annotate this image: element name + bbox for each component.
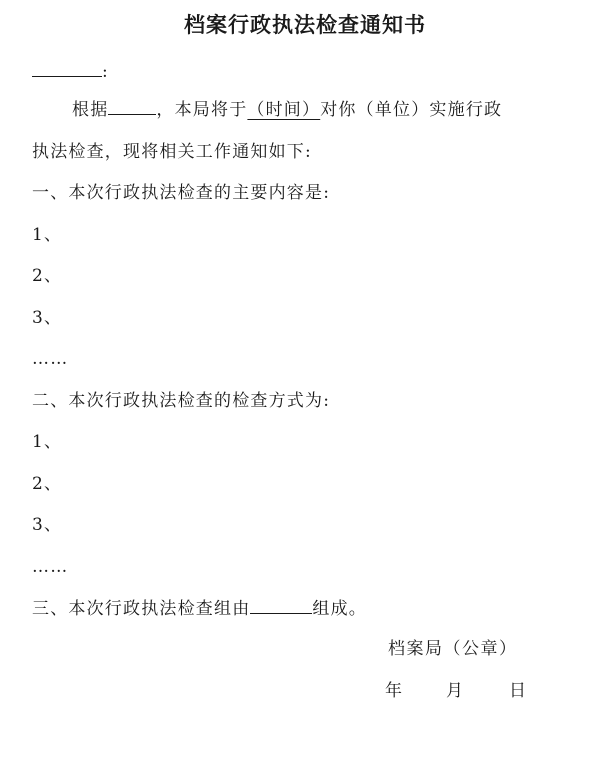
section1-item-2: 2、	[32, 266, 63, 286]
section2-heading: 二、本次行政执法检查的检查方式为:	[32, 391, 331, 411]
section2-item-2: 2、	[32, 474, 63, 494]
date-year-label: 年	[385, 681, 404, 701]
intro-line-2: 执法检查，现将相关工作通知如下:	[32, 142, 312, 162]
section1-ellipsis: ……	[32, 349, 69, 369]
recipient-blank[interactable]	[32, 56, 102, 77]
basis-blank[interactable]	[108, 94, 156, 115]
section1-item-1: 1、	[32, 225, 63, 245]
section2-item-3: 3、	[32, 515, 63, 535]
time-placeholder: （时间）	[247, 100, 321, 120]
document-title: 档案行政执法检查通知书	[184, 13, 426, 37]
section2-ellipsis: ……	[32, 557, 69, 577]
intro-suffix: 对你（单位）实施行政	[320, 100, 503, 120]
section1-heading: 一、本次行政执法检查的主要内容是:	[32, 183, 331, 203]
date-month-label: 月	[446, 681, 465, 701]
intro-line-1	[72, 94, 502, 125]
salutation-colon: :	[102, 62, 109, 82]
intro-prefix: 根据	[72, 100, 109, 120]
section3-line	[32, 593, 367, 624]
issuer-seal-label: 档案局（公章）	[388, 639, 518, 659]
section3-suffix: 组成。	[312, 599, 368, 619]
group-members-blank[interactable]	[250, 593, 312, 614]
date-day-label: 日	[509, 681, 528, 701]
intro-mid: ，本局将于	[156, 100, 248, 120]
section3-prefix: 三、本次行政执法检查组由	[32, 599, 251, 619]
section1-item-3: 3、	[32, 308, 63, 328]
salutation-line	[32, 56, 109, 87]
section2-item-1: 1、	[32, 432, 63, 452]
